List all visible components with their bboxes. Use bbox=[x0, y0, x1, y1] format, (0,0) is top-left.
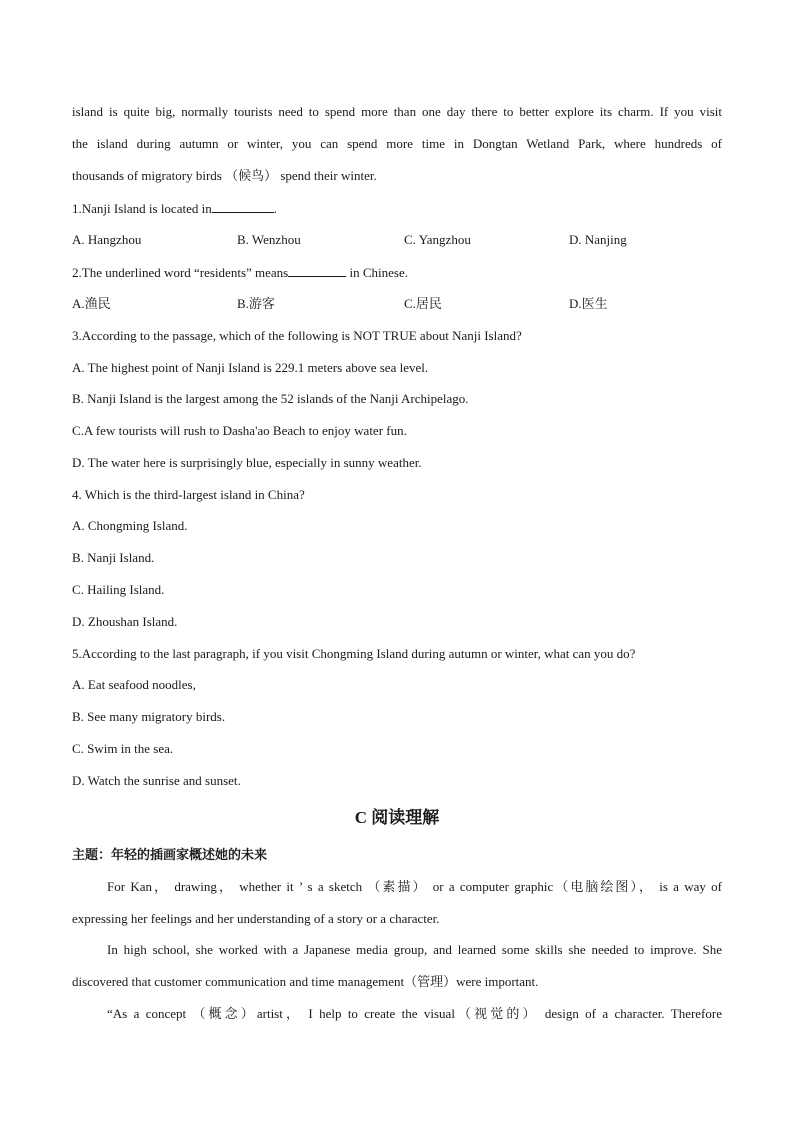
answer-blank bbox=[212, 198, 274, 213]
question-1-text: 1.Nanji Island is located in bbox=[72, 201, 212, 216]
q3-option-a: A. The highest point of Nanji Island is 229.1 meters above sea level. bbox=[72, 360, 429, 375]
q1-option-c: C. Yangzhou bbox=[404, 232, 471, 247]
q2-option-b: B.游客 bbox=[237, 296, 275, 311]
answer-blank bbox=[288, 262, 346, 277]
q4-option-b: B. Nanji Island. bbox=[72, 550, 155, 565]
q5-option-d: D. Watch the sunrise and sunset. bbox=[72, 773, 241, 788]
passage-c-line: expressing her feelings and her understanding of a story or a character. bbox=[72, 911, 440, 926]
section-title: C 阅读理解 bbox=[354, 808, 440, 827]
section-theme: 主题：年轻的插画家概述她的未来 bbox=[72, 847, 268, 862]
q2-option-a: A.渔民 bbox=[72, 296, 111, 311]
question-2-stem bbox=[72, 262, 722, 283]
question-4-stem: 4. Which is the third-largest island in China? bbox=[72, 487, 305, 502]
q3-option-b: B. Nanji Island is the largest among the 52 islands of the Nanji Archipelago. bbox=[72, 391, 469, 406]
q3-option-c: C.A few tourists will rush to Dasha'ao Beach to enjoy water fun. bbox=[72, 423, 407, 438]
q5-option-c: C. Swim in the sea. bbox=[72, 741, 174, 756]
q4-option-a: A. Chongming Island. bbox=[72, 518, 188, 533]
q2-option-d: D.医生 bbox=[569, 296, 608, 311]
question-2-text-before: 2.The underlined word “residents” means bbox=[72, 265, 289, 280]
q4-option-c: C. Hailing Island. bbox=[72, 582, 165, 597]
question-5-stem: 5.According to the last paragraph, if you visit Chongming Island during autumn or winter, what can you do? bbox=[72, 646, 636, 661]
passage-line: island is quite big, normally tourists need to spend more than one day there to better explore its charm. If you visit bbox=[72, 104, 722, 119]
passage-c-line: discovered that customer communication and time management（管理）were important. bbox=[72, 974, 539, 989]
question-3-stem: 3.According to the passage, which of the following is NOT TRUE about Nanji Island? bbox=[72, 328, 522, 343]
passage-line: thousands of migratory birds （候鸟） spend their winter. bbox=[72, 168, 377, 183]
q5-option-a: A. Eat seafood noodles, bbox=[72, 677, 196, 692]
passage-c-line: For Kan， drawing， whether it ’ s a sketch （素描） or a computer graphic（电脑绘图）， is a way of bbox=[107, 879, 722, 894]
q5-option-b: B. See many migratory birds. bbox=[72, 709, 226, 724]
q1-option-b: B. Wenzhou bbox=[237, 232, 301, 247]
q4-option-d: D. Zhoushan Island. bbox=[72, 614, 178, 629]
passage-c-line: In high school, she worked with a Japanese media group, and learned some skills she needed to improve. She bbox=[107, 942, 722, 957]
q3-option-d: D. The water here is surprisingly blue, especially in sunny weather. bbox=[72, 455, 422, 470]
q1-option-d: D. Nanjing bbox=[569, 232, 627, 247]
passage-c-line: “As a concept （概念）artist， I help to create the visual（视觉的） design of a character. Therefore bbox=[107, 1006, 722, 1021]
q2-option-c: C.居民 bbox=[404, 296, 442, 311]
question-1-stem: 1.Nanji Island is located in . bbox=[72, 198, 722, 219]
question-2-text-after: in Chinese. bbox=[346, 265, 408, 280]
passage-line: the island during autumn or winter, you can spend more time in Dongtan Wetland Park, where hundreds of bbox=[72, 136, 722, 151]
q1-option-a: A. Hangzhou bbox=[72, 232, 142, 247]
